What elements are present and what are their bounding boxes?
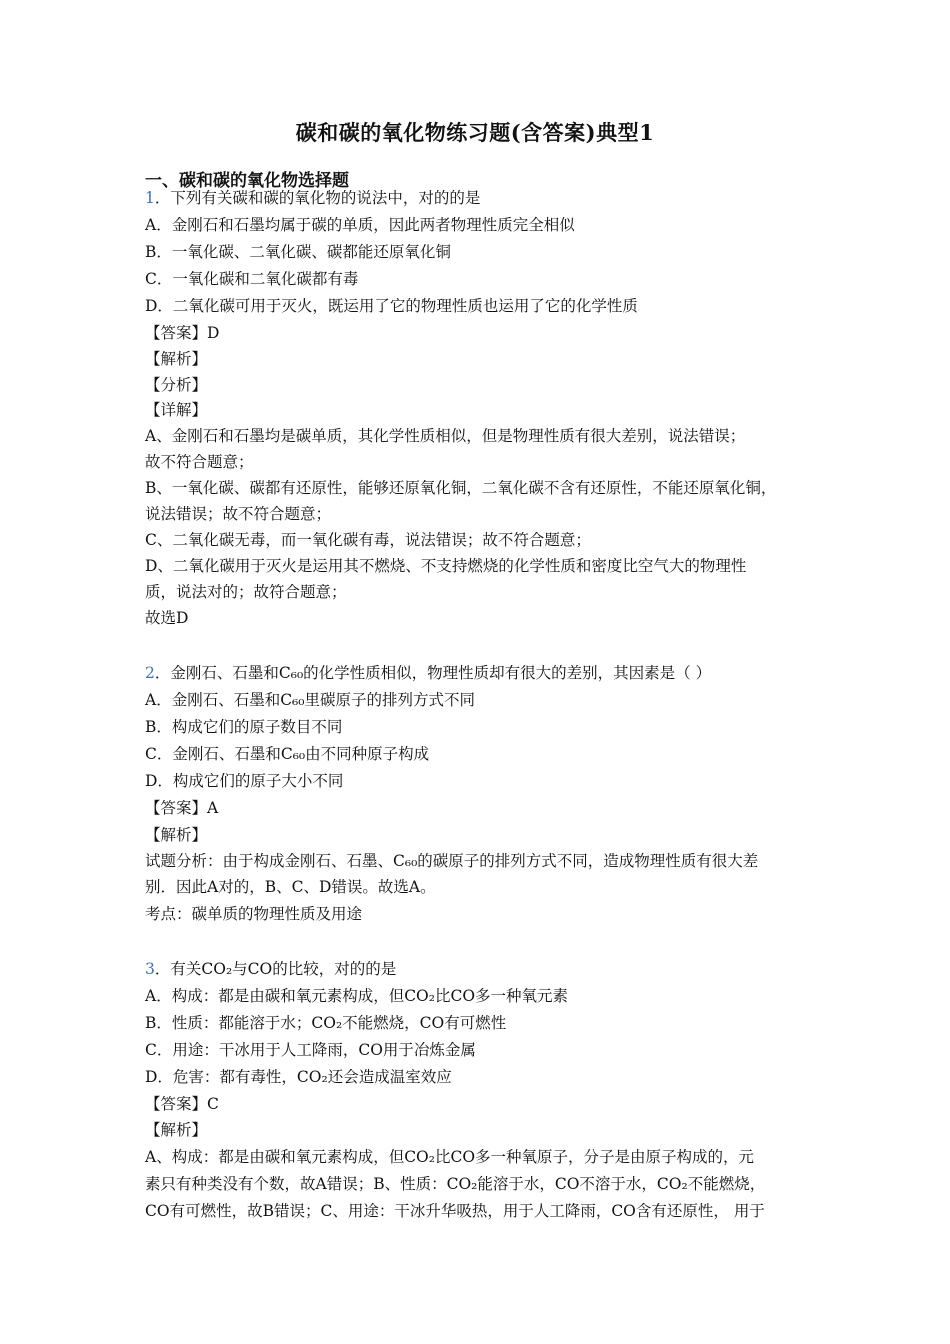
line-text: A、构成：都是由碳和氧元素构成，但CO₂比CO多一种氧原子，分子是由原子构成的，元 — [145, 1148, 755, 1166]
section-heading: 一、碳和碳的氧化物选择题 — [145, 171, 349, 191]
question-number: 2 — [145, 664, 155, 682]
text-line — [145, 215, 575, 235]
line-text: C．金刚石、石墨和C₆₀由不同种原子构成 — [145, 745, 430, 763]
line-text: ．金刚石、石墨和C₆₀的化学性质相似，物理性质却有很大的差别，其因素是（ ） — [154, 664, 712, 682]
text-line — [145, 877, 436, 897]
line-text: C．用途：干冰用于人工降雨，CO用于冶炼金属 — [145, 1041, 476, 1059]
line-text: 说法错误；故不符合题意； — [145, 505, 332, 523]
line-text: A．金刚石和石墨均属于碳的单质，因此两者物理性质完全相似 — [145, 216, 575, 234]
text-line — [145, 717, 342, 737]
text-line — [145, 426, 745, 446]
line-text: B、一氧化碳、碳都有还原性，能够还原氧化铜，二氧化碳不含有还原性，不能还原氧化铜， — [145, 479, 777, 497]
line-text: 【详解】 — [145, 401, 208, 419]
line-text: CO有可燃性，故B错误；C、用途：干冰升华吸热，用于人工降雨，CO含有还原性， 用于 — [145, 1202, 765, 1220]
text-line — [145, 1094, 219, 1114]
line-text: D．二氧化碳可用于灭火，既运用了它的物理性质也运用了它的化学性质 — [145, 297, 638, 315]
line-text: 故选D — [145, 609, 189, 627]
text-line — [145, 1067, 452, 1087]
line-text: 【解析】 — [145, 350, 208, 368]
text-line — [145, 771, 343, 791]
text-line — [145, 1013, 506, 1033]
text-line — [145, 478, 776, 498]
text-line — [145, 504, 331, 524]
text-line — [145, 608, 188, 628]
document-title: 碳和碳的氧化物练习题(含答案)典型1 — [295, 120, 655, 145]
text-line — [145, 556, 746, 576]
text-line — [145, 269, 358, 289]
text-line — [145, 452, 254, 472]
line-text: ．有关CO₂与CO的比较，对的的是 — [154, 960, 397, 978]
text-line — [145, 582, 347, 602]
line-text: D．构成它们的原子大小不同 — [145, 772, 344, 790]
line-text: D、二氧化碳用于灭火是运用其不燃烧、不支持燃烧的化学性质和密度比空气大的物理性 — [145, 557, 747, 575]
line-text: 【解析】 — [145, 1121, 208, 1139]
text-line — [145, 1120, 207, 1140]
text-line — [145, 530, 591, 550]
text-line — [145, 296, 638, 316]
line-text: 素只有种类没有个数，故A错误；B、性质：CO₂能溶于水，CO不溶于水，CO₂不能燃烧， — [145, 1175, 766, 1193]
line-text: B．构成它们的原子数目不同 — [145, 718, 343, 736]
text-line — [145, 986, 568, 1006]
text-line — [145, 690, 475, 710]
line-text: A．金刚石、石墨和C₆₀里碳原子的排列方式不同 — [145, 691, 475, 709]
line-text: 质，说法对的；故符合题意； — [145, 583, 347, 601]
text-line — [145, 400, 207, 420]
line-text: C．一氧化碳和二氧化碳都有毒 — [145, 270, 359, 288]
line-text: 【分析】 — [145, 376, 208, 394]
question-stem — [145, 959, 396, 979]
line-text: 别．因此A对的，B、C、D错误。故选A。 — [145, 878, 436, 896]
text-line — [145, 851, 758, 871]
line-text: A、金刚石和石墨均是碳单质，其化学性质相似，但是物理性质有很大差别，说法错误； — [145, 427, 746, 445]
line-text: D．危害：都有毒性，CO₂还会造成温室效应 — [145, 1068, 452, 1086]
line-text: A．构成：都是由碳和氧元素构成，但CO₂比CO多一种氧元素 — [145, 987, 569, 1005]
text-line — [145, 825, 207, 845]
text-line — [145, 349, 207, 369]
line-text: C、二氧化碳无毒，而一氧化碳有毒，说法错误；故不符合题意； — [145, 531, 591, 549]
line-text: B．一氧化碳、二氧化碳、碳都能还原氧化铜 — [145, 243, 451, 261]
line-text: B．性质：都能溶于水；CO₂不能燃烧，CO有可燃性 — [145, 1014, 507, 1032]
line-text: ．下列有关碳和碳的氧化物的说法中，对的的是 — [154, 189, 481, 207]
line-text: 【答案】C — [145, 1095, 219, 1113]
text-line — [145, 798, 218, 818]
text-line — [145, 1147, 754, 1167]
text-line — [145, 744, 429, 764]
line-text: 【解析】 — [145, 826, 208, 844]
text-line — [145, 904, 362, 924]
line-text: 【答案】A — [145, 799, 219, 817]
line-text: 故不符合题意； — [145, 453, 254, 471]
text-line — [145, 1201, 765, 1221]
question-number: 1 — [145, 189, 155, 207]
question-stem — [145, 188, 480, 208]
text-line — [145, 1174, 765, 1194]
line-text: 考点：碳单质的物理性质及用途 — [145, 905, 363, 923]
text-line — [145, 1040, 476, 1060]
text-line — [145, 375, 207, 395]
question-stem — [145, 663, 711, 683]
line-text: 【答案】D — [145, 324, 220, 342]
question-number: 3 — [145, 960, 155, 978]
text-line — [145, 242, 451, 262]
line-text: 试题分析：由于构成金刚石、石墨、C₆₀的碳原子的排列方式不同，造成物理性质有很大差 — [145, 852, 759, 870]
text-line — [145, 323, 219, 343]
